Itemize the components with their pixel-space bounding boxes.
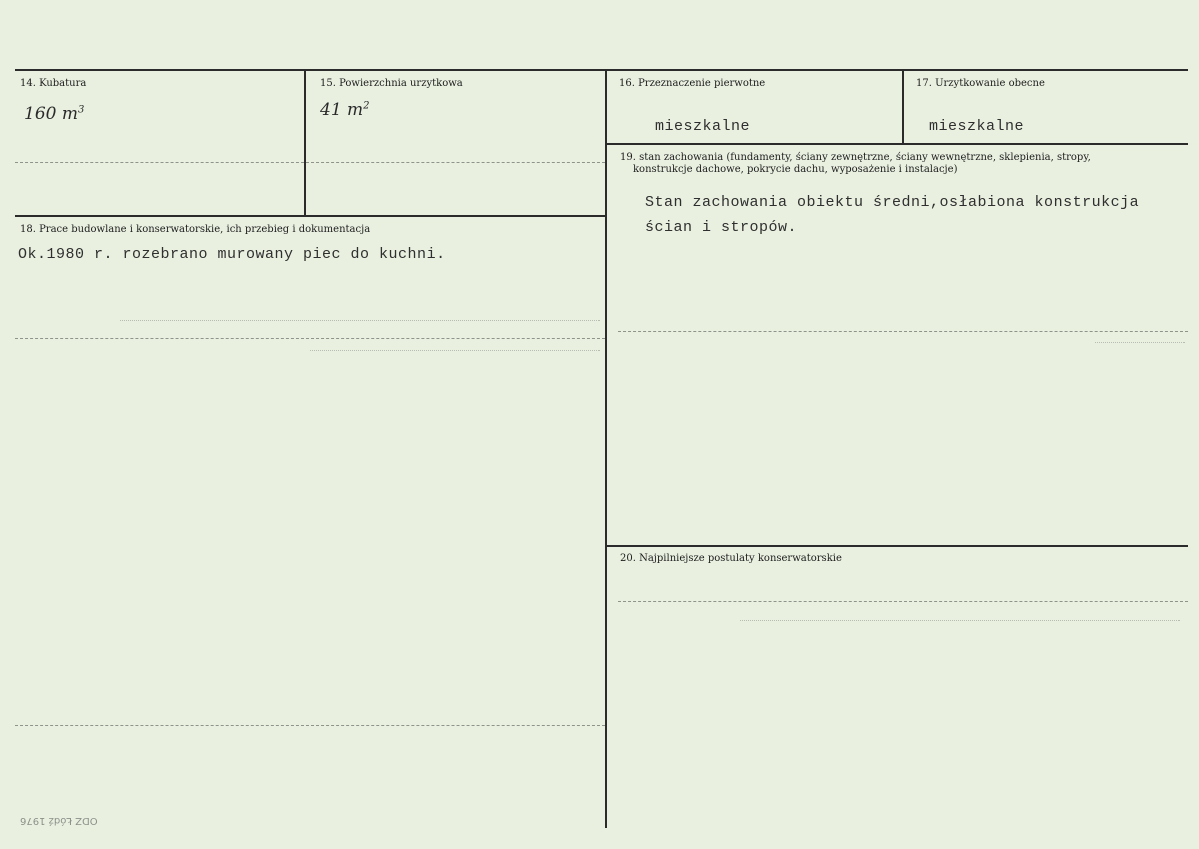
field-19-value-line1: Stan zachowania obiektu średni,osłabiona konstrukcja [645,194,1140,211]
rule-18-bottom [15,725,605,726]
field-18-value: Ok.1980 r. rozebrano murowany piec do kuchni. [18,246,446,263]
field-19-label-line1: 19. stan zachowania (fundamenty, ściany zewnętrzne, ściany wewnętrzne, sklepienia, stropy, [620,152,1091,163]
print-stamp: ODZ Łódź 1976 [20,815,98,826]
field-19-label-line2: konstrukcje dachowe, pokrycie dachu, wyposażenie i instalacje) [633,164,958,175]
field-16-value: mieszkalne [655,118,751,135]
bleed-through-mark [120,320,600,329]
field-17-label: 17. Urzytkowanie obecne [916,78,1045,89]
rule-above-18 [15,215,605,217]
rule-20-inner [618,601,1188,602]
field-15-value: 41 $m^2$ [320,100,370,120]
bleed-through-mark [310,350,600,359]
field-19-value-line2: ścian i stropów. [645,219,798,236]
bleed-through-mark [740,620,1180,629]
rule-18-inner [15,338,605,339]
rule-above-20 [607,545,1188,547]
field-14-label: 14. Kubatura [20,78,87,89]
field-18-label: 18. Prace budowlane i konserwatorskie, ich przebieg i dokumentacja [20,224,371,235]
rule-above-19 [607,143,1188,145]
field-14-value: 160 $m^3$ [24,104,85,124]
divider-main [605,70,607,828]
field-20-label: 20. Najpilniejsze postulaty konserwatorskie [620,553,842,564]
bleed-through-mark [1095,342,1185,351]
divider-16-17 [902,70,904,144]
field-16-label: 16. Przeznaczenie pierwotne [619,78,766,89]
field-17-value: mieszkalne [929,118,1025,135]
field-15-label: 15. Powierzchnia urzytkowa [320,78,463,89]
rule-14-inner [15,162,605,163]
divider-14-15 [304,70,306,217]
top-rule [15,69,1188,71]
rule-19-inner [618,331,1188,332]
